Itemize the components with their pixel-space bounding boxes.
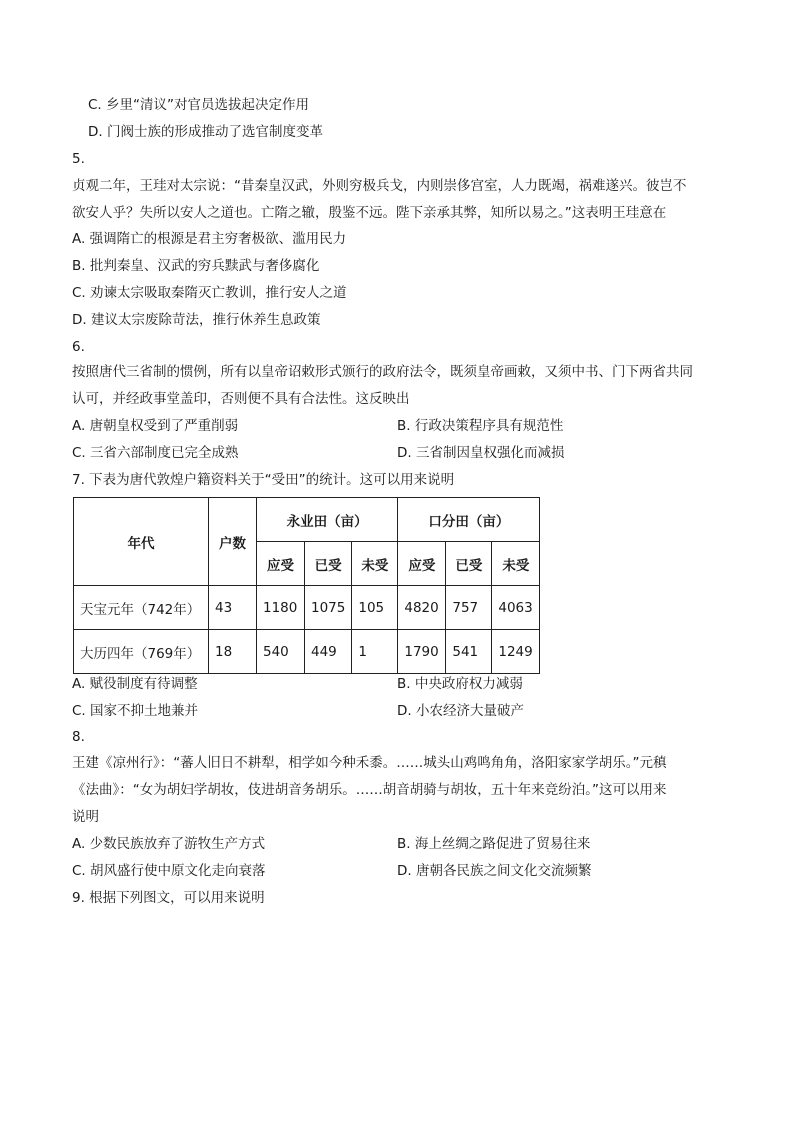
header-koufen-field: 口分田（亩） (398, 498, 540, 542)
q5-option-d: D. 建议太宗废除苛法，推行休养生息政策 (72, 312, 321, 328)
q5-stem-line2: 欲安人乎？失所以安人之道也。亡隋之辙，殷鉴不远。陛下亲承其弊，知所以易之。”这表明王珪意在 (72, 205, 667, 221)
header-koufen-wei: 未受 (492, 542, 540, 586)
q8-stem-line3: 说明 (72, 809, 99, 825)
q7-option-a: A. 赋役制度有待调整 (72, 676, 198, 692)
q8-stem-line2: 《法曲》：“女为胡妇学胡妆，伎进胡音务胡乐。……胡音胡骑与胡妆，五十年来竞纷泊。”这可以用来 (72, 782, 667, 798)
q6-stem-line1: 按照唐代三省制的惯例，所有以皇帝诏敕形式颁行的政府法令，既须皇帝画敕，又须中书、门下两省共同 (72, 364, 693, 380)
q6-number: 6. (72, 339, 85, 355)
header-koufen-ying: 应受 (398, 542, 446, 586)
q8-option-d: D. 唐朝各民族之间文化交流频繁 (397, 863, 592, 879)
header-households: 户数 (209, 498, 257, 586)
q7-option-b: B. 中央政府权力减弱 (397, 676, 523, 692)
q9-stem: 9. 根据下列图文，可以用来说明 (72, 890, 265, 906)
q6-option-a: A. 唐朝皇权受到了严重削弱 (72, 418, 239, 434)
cell-yongye-ying: 1180 (257, 586, 305, 630)
table-row (74, 630, 540, 674)
land-allocation-table (73, 497, 540, 674)
header-koufen-yi: 已受 (446, 542, 492, 586)
q5-number: 5. (72, 151, 85, 167)
q5-stem-line1: 贞观二年，王珪对太宗说：“昔秦皇汉武，外则穷极兵戈，内则崇侈宫室，人力既竭，祸难遂兴。彼岂不 (72, 178, 687, 194)
q6-stem-line2: 认可，并经政事堂盖印，否则便不具有合法性。这反映出 (72, 391, 410, 407)
cell-year: 大历四年（769年） (74, 630, 209, 674)
cell-year: 天宝元年（742年） (74, 586, 209, 630)
cell-koufen-wei: 4063 (492, 586, 540, 630)
cell-koufen-yi: 541 (446, 630, 492, 674)
q6-option-d: D. 三省制因皇权强化而减损 (397, 445, 565, 461)
header-yongye-wei: 未受 (352, 542, 398, 586)
cell-yongye-yi: 449 (305, 630, 352, 674)
q8-stem-line1: 王建《凉州行》：“蕃人旧日不耕犁，相学如今种禾黍。……城头山鸡鸣角角，洛阳家家学胡乐。”元稹 (72, 755, 667, 771)
q6-option-c: C. 三省六部制度已完全成熟 (72, 445, 239, 461)
q4-option-c: C. 乡里“清议”对官员选拔起决定作用 (88, 97, 309, 113)
q6-option-b: B. 行政决策程序具有规范性 (397, 418, 564, 434)
q7-option-d: D. 小农经济大量破产 (397, 703, 524, 719)
q5-option-a: A. 强调隋亡的根源是君主穷奢极欲、滥用民力 (72, 231, 347, 247)
cell-koufen-ying: 1790 (398, 630, 446, 674)
q7-stem: 7. 下表为唐代敦煌户籍资料关于“受田”的统计。这可以用来说明 (72, 472, 455, 488)
table-row (74, 586, 540, 630)
q7-option-c: C. 国家不抑土地兼并 (72, 703, 199, 719)
q4-option-d: D. 门阀士族的形成推动了选官制度变革 (88, 124, 323, 140)
q8-option-c: C. 胡风盛行使中原文化走向衰落 (72, 863, 266, 879)
cell-yongye-wei: 105 (352, 586, 398, 630)
cell-koufen-wei: 1249 (492, 630, 540, 674)
q8-option-b: B. 海上丝绸之路促进了贸易往来 (397, 836, 591, 852)
cell-households: 18 (209, 630, 257, 674)
cell-yongye-wei: 1 (352, 630, 398, 674)
header-year: 年代 (74, 498, 209, 586)
cell-yongye-ying: 540 (257, 630, 305, 674)
q8-number: 8. (72, 729, 85, 745)
q5-option-b: B. 批判秦皇、汉武的穷兵黩武与奢侈腐化 (72, 258, 320, 274)
header-yongye-field: 永业田（亩） (257, 498, 398, 542)
header-yongye-ying: 应受 (257, 542, 305, 586)
cell-yongye-yi: 1075 (305, 586, 352, 630)
cell-koufen-ying: 4820 (398, 586, 446, 630)
table-header-row (74, 498, 540, 542)
cell-koufen-yi: 757 (446, 586, 492, 630)
header-yongye-yi: 已受 (305, 542, 352, 586)
q5-option-c: C. 劝谏太宗吸取秦隋灭亡教训，推行安人之道 (72, 285, 347, 301)
cell-households: 43 (209, 586, 257, 630)
q8-option-a: A. 少数民族放弃了游牧生产方式 (72, 836, 266, 852)
